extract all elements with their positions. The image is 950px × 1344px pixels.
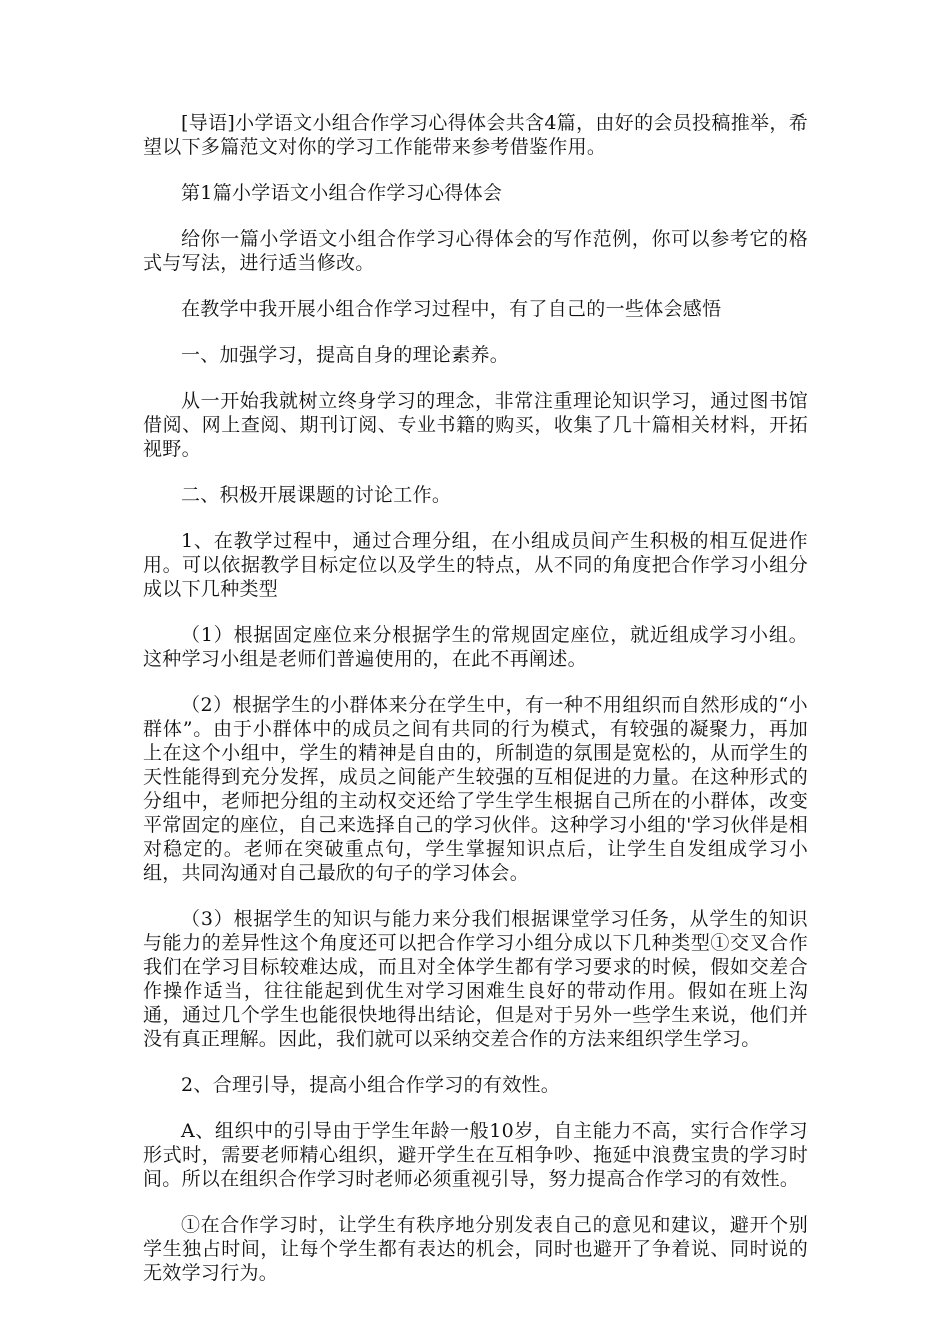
paragraph: 给你一篇小学语文小组合作学习心得体会的写作范例，你可以参考它的格式与写法，进行适当修改。 — [143, 228, 808, 274]
section-heading: 二、积极开展课题的讨论工作。 — [181, 484, 452, 506]
paragraph: A、组织中的引导由于学生年龄一般10岁，自主能力不高，实行合作学习形式时，需要老师精心组织，避开学生在互相争吵、拖延中浪费宝贵的学习时间。所以在组织合作学习时老师必须重视引导，努力提高合作学习的有效性。 — [143, 1120, 808, 1190]
paragraph: （3）根据学生的知识与能力来分我们根据课堂学习任务，从学生的知识与能力的差异性这个角度还可以把合作学习小组分成以下几种类型①交叉合作我们在学习目标较难达成，而且对全体学生都有学习要求的时候，假如交差合作操作适当，往往能起到优生对学习困难生良好的带动作用。假如在班上沟通，通过几个学生也能很快地得出结论，但是对于另外一些学生来说，他们并没有真正理解。因此，我们就可以采纳交差合作的方法来组织学生学习。 — [143, 908, 808, 1050]
paragraph: 从一开始我就树立终身学习的理念，非常注重理论知识学习，通过图书馆借阅、网上查阅、期刊订阅、专业书籍的购买，收集了几十篇相关材料，开拓视野。 — [143, 390, 808, 460]
paragraph: （2）根据学生的小群体来分在学生中，有一种不用组织而自然形成的“小群体”。由于小群体中的成员之间有共同的行为模式，有较强的凝聚力，再加上在这个小组中，学生的精神是自由的，所制造的氛围是宽松的，从而学生的天性能得到充分发挥，成员之间能产生较强的互相促进的力量。在这种形式的分组中，老师把分组的主动权交还给了学生学生根据自己所在的小群体，改变平常固定的座位，自己来选择自己的学习伙伴。这种学习小组的'学习伙伴是相对稳定的。老师在突破重点句，学生掌握知识点后，让学生自发组成学习小组，共同沟通对自己最欣的句子的学习体会。 — [143, 694, 808, 884]
paragraph: （1）根据固定座位来分根据学生的常规固定座位，就近组成学习小组。这种学习小组是老师们普遍使用的，在此不再阐述。 — [143, 624, 808, 670]
paragraph: 在教学中我开展小组合作学习过程中，有了自己的一些体会感悟 — [181, 298, 722, 320]
paragraph: ①在合作学习时，让学生有秩序地分别发表自己的意见和建议，避开个别学生独占时间，让每个学生都有表达的机会，同时也避开了争着说、同时说的无效学习行为。 — [143, 1214, 808, 1284]
section-heading: 一、加强学习，提高自身的理论素养。 — [181, 344, 510, 366]
subsection-heading: 2、合理引导，提高小组合作学习的有效性。 — [181, 1074, 561, 1096]
document-body — [143, 111, 808, 1307]
article-heading: 第1篇小学语文小组合作学习心得体会 — [181, 182, 503, 204]
intro-paragraph: [导语]小学语文小组合作学习心得体会共含4篇，由好的会员投稿推举，希望以下多篇范文对你的学习工作能带来参考借鉴作用。 — [143, 112, 808, 158]
paragraph: 1、在教学过程中，通过合理分组，在小组成员间产生积极的相互促进作用。可以依据教学目标定位以及学生的特点，从不同的角度把合作学习小组分成以下几种类型 — [143, 530, 808, 600]
